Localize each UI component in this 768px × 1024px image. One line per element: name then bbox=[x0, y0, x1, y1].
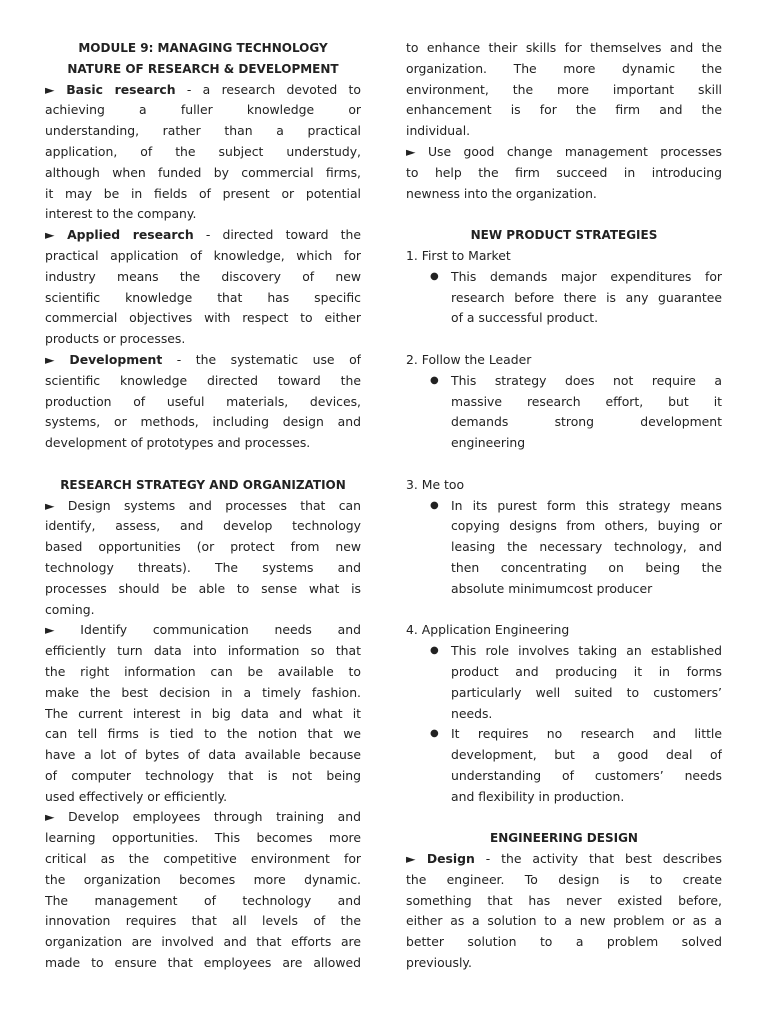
line-text: NEW PRODUCT STRATEGIES bbox=[470, 228, 658, 243]
section-heading bbox=[406, 828, 722, 849]
text-line bbox=[45, 350, 361, 371]
section-heading bbox=[406, 225, 722, 246]
line-text: demands strong development bbox=[451, 414, 722, 430]
line-text: 1. First to Market bbox=[406, 247, 511, 263]
text-line bbox=[406, 932, 722, 953]
line-text: practical application of knowledge, which for bbox=[45, 247, 361, 263]
line-text: based opportunities (or protect from new bbox=[45, 539, 361, 555]
line-text: ► Design systems and processes that can bbox=[45, 497, 361, 513]
text-line bbox=[45, 288, 361, 309]
line-text: coming. bbox=[45, 601, 95, 617]
line-text: achieving a fuller knowledge or bbox=[45, 102, 361, 118]
line-text: processes should be able to sense what is bbox=[45, 580, 361, 596]
text-line bbox=[45, 641, 361, 662]
term-label: ► Basic research bbox=[45, 81, 176, 97]
line-text: needs. bbox=[451, 705, 493, 721]
line-text: ► Use good change management processes bbox=[406, 143, 722, 159]
line-text: newness into the organization. bbox=[406, 185, 597, 201]
bullet-icon: ● bbox=[430, 728, 439, 740]
text-line bbox=[45, 537, 361, 558]
bullet-text-line bbox=[406, 579, 722, 600]
bullet-text-line bbox=[406, 516, 722, 537]
line-text: In its purest form this strategy means bbox=[451, 497, 722, 513]
line-text: product and producing it in forms bbox=[451, 663, 722, 679]
text-line bbox=[45, 496, 361, 517]
section-heading bbox=[45, 475, 361, 496]
text-line bbox=[45, 308, 361, 329]
line-text: systems, or methods, including design and bbox=[45, 414, 361, 430]
line-text: It requires no research and little bbox=[451, 726, 722, 742]
text-line bbox=[45, 516, 361, 537]
line-text: then concentrating on being the bbox=[451, 559, 722, 575]
line-text: used effectively or efficiently. bbox=[45, 788, 228, 804]
term-label: ► Design bbox=[406, 851, 475, 867]
right-column bbox=[406, 38, 722, 974]
line-text: RESEARCH STRATEGY AND ORGANIZATION bbox=[60, 477, 346, 492]
line-text: industry means the discovery of new bbox=[45, 268, 361, 284]
text-line bbox=[45, 766, 361, 787]
bullet-icon: ● bbox=[430, 374, 439, 386]
line-text: ► Identify communication needs and bbox=[45, 622, 361, 638]
line-text: learning opportunities. This becomes more bbox=[45, 830, 361, 846]
line-text: previously. bbox=[406, 955, 472, 971]
line-text: efficiently turn data into information so that bbox=[45, 643, 361, 659]
text-line bbox=[45, 953, 361, 974]
line-text: The current interest in big data and what it bbox=[45, 705, 361, 721]
line-text: it may be in fields of present or potential bbox=[45, 185, 361, 201]
line-text: identify, assess, and develop technology bbox=[45, 518, 361, 534]
blank-line bbox=[406, 600, 722, 621]
text-line bbox=[406, 849, 722, 870]
text-line bbox=[45, 828, 361, 849]
bullet-icon: ● bbox=[430, 499, 439, 511]
line-text: environment, the more important skill bbox=[406, 81, 722, 97]
line-text: the right information can be available to bbox=[45, 663, 361, 679]
line-text: This role involves taking an established bbox=[451, 643, 722, 659]
text-line bbox=[45, 392, 361, 413]
text-line bbox=[406, 121, 722, 142]
line-text: application, of the subject understudy, bbox=[45, 143, 361, 159]
bullet-text-line bbox=[406, 288, 722, 309]
text-line bbox=[406, 38, 722, 59]
line-text: MODULE 9: MANAGING TECHNOLOGY bbox=[78, 41, 328, 55]
line-text: scientific knowledge directed toward the bbox=[45, 372, 361, 388]
bullet-text-line bbox=[406, 392, 722, 413]
section-heading bbox=[45, 59, 361, 80]
section-heading bbox=[45, 38, 361, 59]
line-text: critical as the competitive environment for bbox=[45, 851, 361, 867]
blank-line bbox=[406, 807, 722, 828]
line-text: can tell firms is tied to the notion that we bbox=[45, 726, 361, 742]
line-text: development, but a good deal of bbox=[451, 747, 722, 763]
text-line bbox=[45, 620, 361, 641]
text-line bbox=[406, 100, 722, 121]
text-line bbox=[45, 745, 361, 766]
text-line bbox=[45, 787, 361, 808]
bullet-text-line bbox=[406, 412, 722, 433]
left-column bbox=[45, 38, 361, 974]
text-line bbox=[45, 371, 361, 392]
line-text: something that has never existed before, bbox=[406, 892, 722, 908]
text-line bbox=[45, 329, 361, 350]
bullet-text-line bbox=[406, 267, 722, 288]
line-text: - directed toward the bbox=[193, 227, 361, 243]
text-line bbox=[45, 225, 361, 246]
line-text: to enhance their skills for themselves and the bbox=[406, 40, 722, 55]
text-line bbox=[406, 620, 722, 641]
text-line bbox=[45, 267, 361, 288]
bullet-text-line bbox=[406, 371, 722, 392]
line-text: individual. bbox=[406, 123, 471, 139]
line-text: commercial objectives with respect to either bbox=[45, 310, 361, 326]
text-line bbox=[45, 807, 361, 828]
line-text: technology threats). The systems and bbox=[45, 559, 361, 575]
line-text: copying designs from others, buying or bbox=[451, 518, 722, 534]
text-line bbox=[406, 80, 722, 101]
bullet-text-line bbox=[406, 537, 722, 558]
blank-line bbox=[406, 204, 722, 225]
blank-line bbox=[406, 329, 722, 350]
line-text: understanding, rather than a practical bbox=[45, 123, 361, 139]
bullet-text-line bbox=[406, 308, 722, 329]
text-line bbox=[406, 246, 722, 267]
bullet-text-line bbox=[406, 724, 722, 745]
text-line bbox=[45, 558, 361, 579]
text-line bbox=[45, 121, 361, 142]
bullet-text-line bbox=[406, 558, 722, 579]
line-text: production of useful materials, devices, bbox=[45, 393, 361, 409]
text-line bbox=[45, 849, 361, 870]
line-text: development of prototypes and processes. bbox=[45, 435, 311, 451]
text-line bbox=[45, 184, 361, 205]
blank-line bbox=[406, 454, 722, 475]
line-text: 3. Me too bbox=[406, 476, 465, 492]
line-text: made to ensure that employees are allowed bbox=[45, 955, 361, 971]
text-line bbox=[45, 204, 361, 225]
text-line bbox=[45, 724, 361, 745]
line-text: and flexibility in production. bbox=[451, 788, 625, 804]
line-text: - a research devoted to bbox=[175, 81, 361, 97]
line-text: enhancement is for the firm and the bbox=[406, 102, 722, 118]
bullet-text-line bbox=[406, 683, 722, 704]
bullet-text-line bbox=[406, 662, 722, 683]
line-text: research before there is any guarantee bbox=[451, 289, 722, 305]
text-line bbox=[45, 911, 361, 932]
line-text: interest to the company. bbox=[45, 206, 197, 222]
line-text: massive research effort, but it bbox=[451, 393, 722, 409]
text-line bbox=[45, 579, 361, 600]
line-text: better solution to a problem solved bbox=[406, 934, 722, 950]
line-text: engineering bbox=[451, 435, 526, 451]
line-text: - the activity that best describes bbox=[474, 851, 722, 867]
text-line bbox=[45, 163, 361, 184]
line-text: This demands major expenditures for bbox=[451, 268, 722, 284]
term-label: ► Development bbox=[45, 351, 163, 367]
line-text: to help the firm succeed in introducing bbox=[406, 164, 722, 180]
line-text: the organization becomes more dynamic. bbox=[45, 871, 361, 887]
text-line bbox=[45, 100, 361, 121]
text-line bbox=[45, 870, 361, 891]
text-line bbox=[406, 953, 722, 974]
line-text: particularly well suited to customers’ bbox=[451, 684, 722, 700]
line-text: - the systematic use of bbox=[162, 351, 361, 367]
line-text: This strategy does not require a bbox=[451, 372, 722, 388]
bullet-icon: ● bbox=[430, 645, 439, 657]
text-line bbox=[45, 412, 361, 433]
line-text: the engineer. To design is to create bbox=[406, 871, 722, 887]
line-text: 4. Application Engineering bbox=[406, 622, 570, 638]
line-text: ► Develop employees through training and bbox=[45, 809, 361, 825]
bullet-text-line bbox=[406, 433, 722, 454]
bullet-icon: ● bbox=[430, 270, 439, 282]
text-line bbox=[45, 246, 361, 267]
bullet-text-line bbox=[406, 787, 722, 808]
text-line bbox=[406, 475, 722, 496]
line-text: of computer technology that is not being bbox=[45, 767, 361, 783]
bullet-text-line bbox=[406, 766, 722, 787]
text-line bbox=[45, 932, 361, 953]
text-line bbox=[45, 433, 361, 454]
line-text: leasing the necessary technology, and bbox=[451, 539, 722, 555]
line-text: innovation requires that all levels of the bbox=[45, 913, 361, 929]
line-text: understanding of customers’ needs bbox=[451, 767, 722, 783]
line-text: scientific knowledge that has specific bbox=[45, 289, 361, 305]
text-line bbox=[45, 142, 361, 163]
line-text: The management of technology and bbox=[45, 892, 361, 908]
blank-line bbox=[45, 454, 361, 475]
text-line bbox=[45, 683, 361, 704]
bullet-text-line bbox=[406, 641, 722, 662]
line-text: 2. Follow the Leader bbox=[406, 351, 532, 367]
line-text: products or processes. bbox=[45, 331, 186, 347]
bullet-text-line bbox=[406, 704, 722, 725]
line-text: make the best decision in a timely fashion. bbox=[45, 684, 361, 700]
line-text: absolute minimumcost producer bbox=[451, 580, 653, 596]
line-text: organization are involved and that efforts are bbox=[45, 934, 361, 950]
text-line bbox=[406, 184, 722, 205]
text-line bbox=[406, 891, 722, 912]
text-line bbox=[406, 350, 722, 371]
text-line bbox=[45, 80, 361, 101]
text-line bbox=[45, 891, 361, 912]
line-text: NATURE OF RESEARCH & DEVELOPMENT bbox=[67, 61, 339, 76]
text-line bbox=[406, 163, 722, 184]
term-label: ► Applied research bbox=[45, 227, 194, 243]
text-line bbox=[45, 704, 361, 725]
text-line bbox=[406, 59, 722, 80]
text-line bbox=[406, 911, 722, 932]
bullet-text-line bbox=[406, 745, 722, 766]
bullet-text-line bbox=[406, 496, 722, 517]
line-text: ENGINEERING DESIGN bbox=[490, 831, 638, 846]
line-text: have a lot of bytes of data available because bbox=[45, 747, 361, 763]
line-text: of a successful product. bbox=[451, 310, 599, 326]
line-text: either as a solution to a new problem or as a bbox=[406, 913, 722, 929]
text-line bbox=[45, 600, 361, 621]
text-line bbox=[406, 870, 722, 891]
line-text: although when funded by commercial firms, bbox=[45, 164, 361, 180]
line-text: organization. The more dynamic the bbox=[406, 60, 722, 76]
text-line bbox=[45, 662, 361, 683]
text-line bbox=[406, 142, 722, 163]
